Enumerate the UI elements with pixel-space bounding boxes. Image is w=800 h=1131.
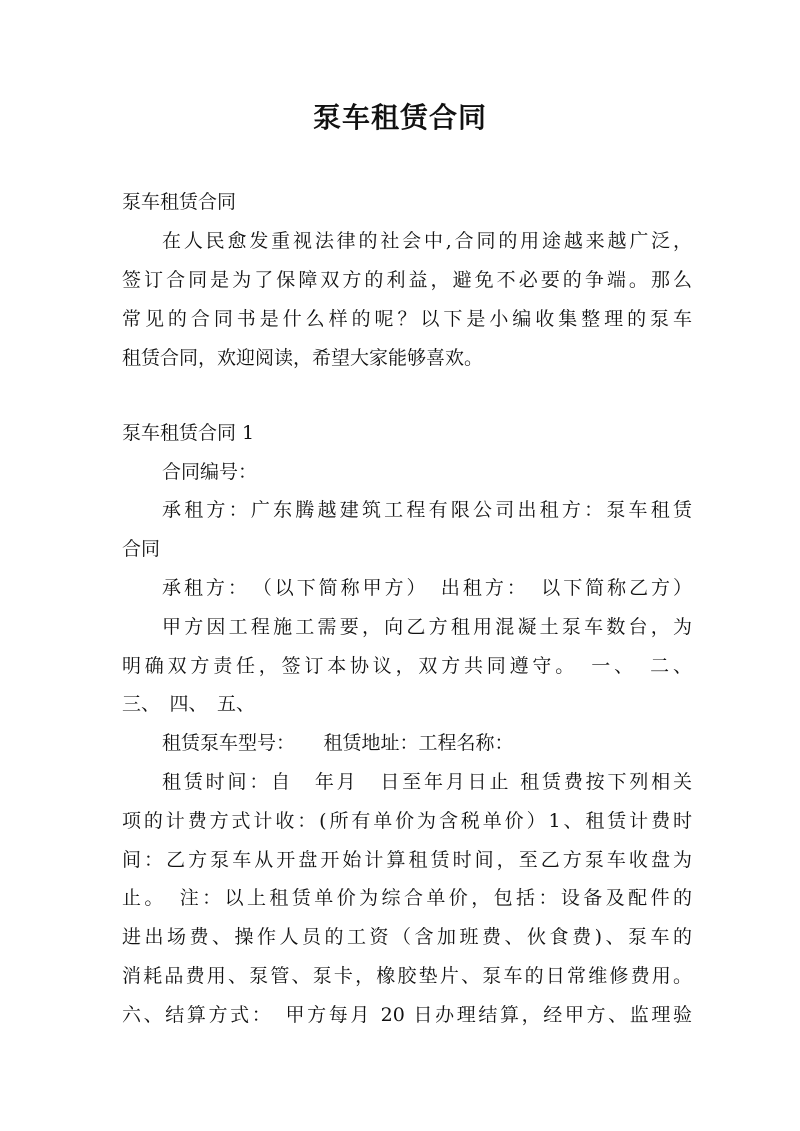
rental-line-5: 进出场费、操作人员的工资（含加班费、伙食费)、泵车的 — [122, 926, 692, 948]
intro-line-3: 常见的合同书是什么样的呢？以下是小编收集整理的泵车 — [122, 308, 692, 330]
rental-line-3: 间：乙方泵车从开盘开始计算租赁时间，至乙方泵车收盘为 — [122, 849, 692, 871]
terms-line-2: 明确双方责任，签订本协议，双方共同遵守。 一、 二、 — [122, 655, 692, 677]
intro-line-1: 在人民愈发重视法律的社会中,合同的用途越来越广泛， — [162, 230, 692, 252]
rental-line-6: 消耗品费用、泵管、泵卡，橡胶垫片、泵车的日常维修费用。 — [122, 965, 692, 987]
rental-line-2: 项的计费方式计收：(所有单价为含税单价）1、租赁计费时 — [122, 810, 692, 832]
parties-line-2: 合同 — [122, 538, 161, 560]
contract-heading: 泵车租赁合同 1 — [122, 422, 255, 444]
parties-line-1: 承租方：广东腾越建筑工程有限公司出租方：泵车租赁 — [162, 499, 692, 521]
terms-line-3: 三、 四、 五、 — [122, 693, 256, 715]
parties-line-3: 承租方： （以下简称甲方） 出租方： 以下简称乙方） — [162, 577, 692, 599]
model-address-line: 租赁泵车型号： 租赁地址：工程名称： — [162, 732, 514, 754]
intro-line-4: 租赁合同，欢迎阅读，希望大家能够喜欢。 — [122, 347, 484, 369]
section-heading: 泵车租赁合同 — [122, 191, 237, 213]
contract-number-line: 合同编号： — [162, 461, 258, 483]
terms-line-1: 甲方因工程施工需要，向乙方租用混凝土泵车数台，为 — [162, 616, 692, 638]
intro-line-2: 签订合同是为了保障双方的利益，避免不必要的争端。那么 — [122, 269, 692, 291]
rental-line-1: 租赁时间：自 年月 日至年月日止 租赁费按下列相关 — [162, 771, 692, 793]
page-title: 泵车租赁合同 — [312, 101, 487, 134]
rental-line-4: 止。 注：以上租赁单价为综合单价，包括：设备及配件的 — [122, 887, 692, 909]
settlement-line: 六、结算方式： 甲方每月 20 日办理结算，经甲方、监理验 — [122, 1004, 692, 1026]
